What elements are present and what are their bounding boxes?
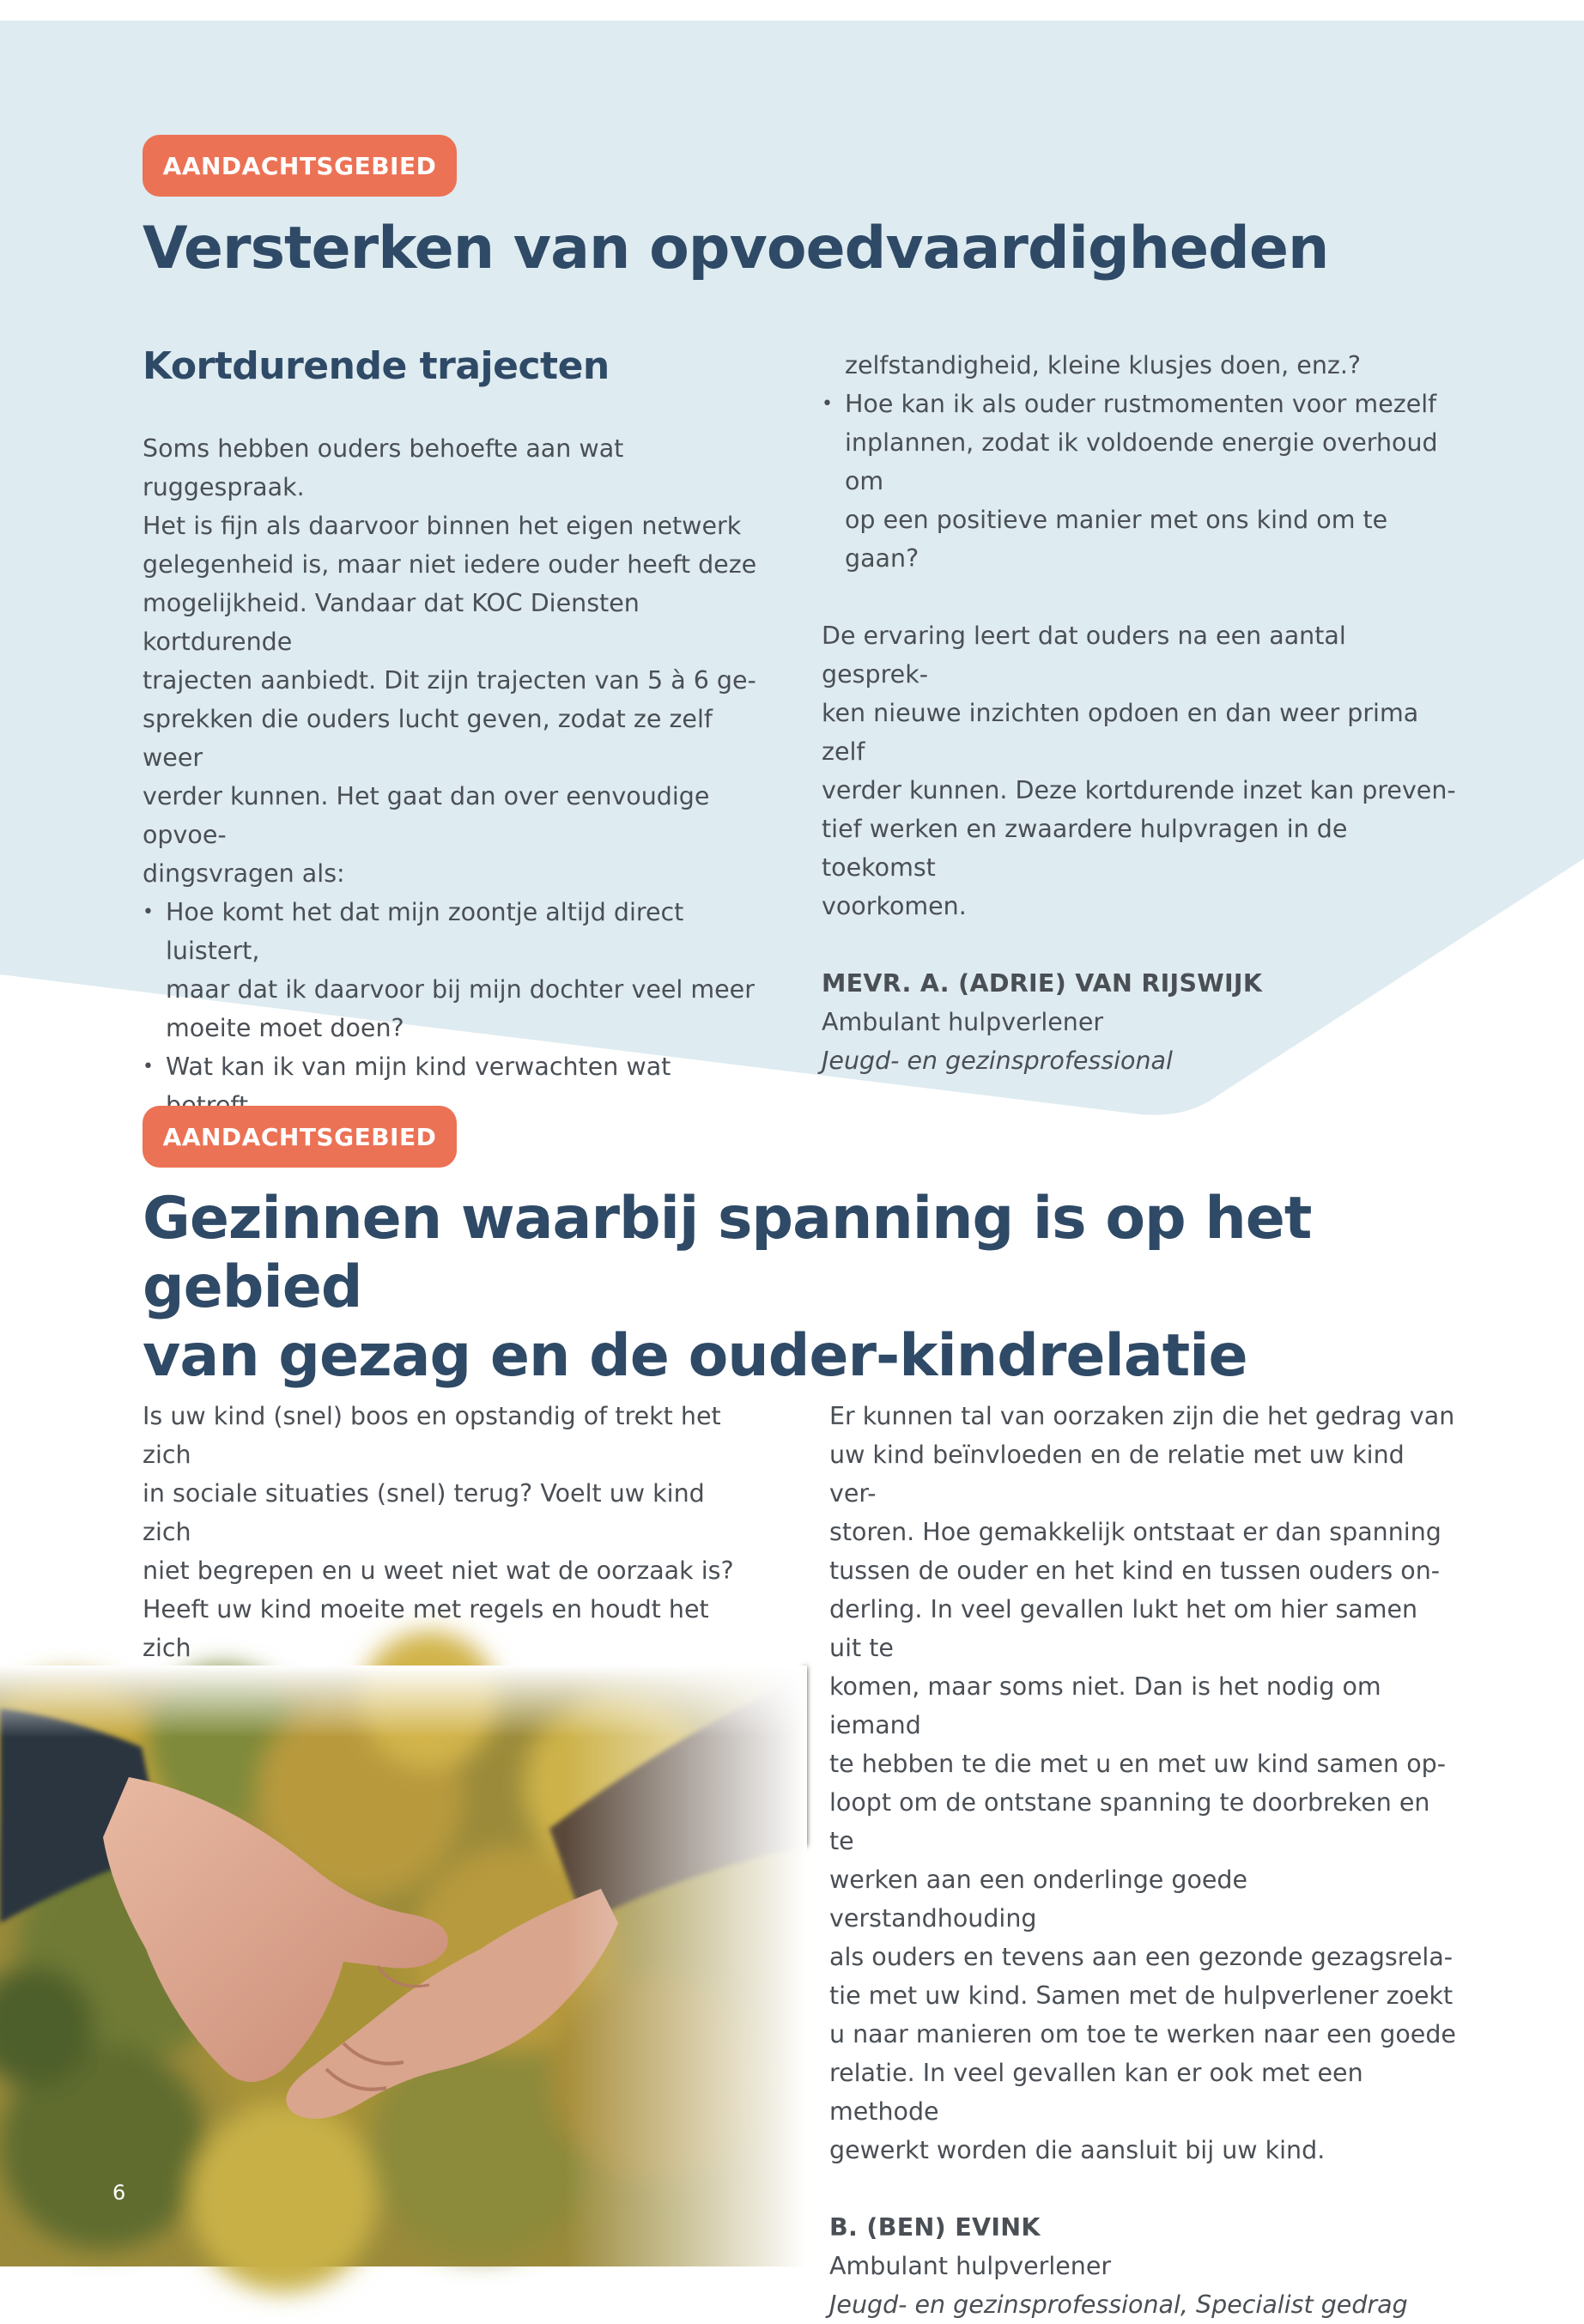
body-line: loopt om de ontstane spanning te doorbreken en te	[829, 1788, 1430, 1855]
page-number: 6	[112, 2181, 126, 2205]
section1-left-column	[143, 429, 761, 1125]
body-line: ken nieuwe inzichten opdoen en dan weer prima zelf	[822, 699, 1419, 766]
body-line: Heeft uw kind moeite met regels en houdt het zich	[143, 1595, 709, 1662]
author-title: Ambulant hulpverlener	[822, 1008, 1104, 1036]
body-line: sprekken die ouders lucht geven, zodat ze zelf weer	[143, 705, 713, 772]
body-line: gewerkt worden die aansluit bij uw kind.	[829, 2136, 1326, 2164]
title-line: van gezag en de ouder-kindrelatie	[143, 1322, 1247, 1390]
section-badge: AANDACHTSGEBIED	[143, 135, 457, 197]
section-title	[143, 1185, 1516, 1391]
body-line: uw kind beïnvloeden en de relatie met uw kind ver-	[829, 1441, 1405, 1508]
bullet-line: moeite moet doen?	[166, 1014, 404, 1042]
body-line: gelegenheid is, maar niet iedere ouder heeft deze	[143, 550, 757, 579]
body-line: Is uw kind (snel) boos en opstandig of trekt het zich	[143, 1402, 721, 1469]
title-line: Gezinnen waarbij spanning is op het gebied	[143, 1185, 1312, 1321]
bullet-line: • Hoe kan ik als ouder rustmomenten voor mezelf	[845, 390, 1437, 418]
bullet-line: • Wat kan ik van mijn kind verwachten wat	[166, 1053, 671, 1081]
bullet-line: • Hoe komt het dat mijn zoontje altijd direct luistert,	[166, 898, 684, 965]
body-line: trajecten aanbiedt. Dit zijn trajecten van 5 à 6 ge-	[143, 666, 756, 695]
section-title: Versterken van opvoedvaardigheden	[143, 215, 1329, 282]
body-line: relatie. In veel gevallen kan er ook met een methode	[829, 2059, 1363, 2126]
body-line: Soms hebben ouders behoefte aan wat ruggespraak.	[143, 434, 624, 501]
body-line: te hebben te die met u en met uw kind samen op-	[829, 1750, 1447, 1778]
author-role: Jeugd- en gezinsprofessional, Specialist gedrag	[829, 2291, 1408, 2319]
bullet-line: maar dat ik daarvoor bij mijn dochter veel meer	[166, 975, 755, 1004]
section2-right-column	[829, 1397, 1456, 2324]
author-title: Ambulant hulpverlener	[829, 2252, 1112, 2280]
body-line: derling. In veel gevallen lukt het om hier samen uit te	[829, 1595, 1418, 1662]
body-line: Het is fijn als daarvoor binnen het eigen netwerk	[143, 512, 742, 540]
body-line: komen, maar soms niet. Dan is het nodig om iemand	[829, 1672, 1381, 1739]
body-line: in sociale situaties (snel) terug? Voelt uw kind zich	[143, 1479, 705, 1546]
section1-right-column	[822, 346, 1457, 1080]
bullet-item	[143, 893, 761, 1047]
section-badge: AANDACHTSGEBIED	[143, 1106, 457, 1168]
section-subtitle: Kortdurende trajecten	[143, 344, 610, 388]
body-line: niet begrepen en u weet niet wat de oorzaak is?	[143, 1556, 734, 1585]
body-line: mogelijkheid. Vandaar dat KOC Diensten kortdurende	[143, 589, 640, 656]
body-line: verder kunnen. Deze kortdurende inzet kan preven-	[822, 776, 1456, 804]
body-line: De ervaring leert dat ouders na een aantal gesprek-	[822, 622, 1346, 689]
body-line: dingsvragen als:	[143, 859, 345, 888]
body-line: tie met uw kind. Samen met de hulpverlener zoekt	[829, 1981, 1454, 2010]
body-line: storen. Hoe gemakkelijk ontstaat er dan spanning	[829, 1518, 1441, 1546]
bullet-line: zelfstandigheid, kleine klusjes doen, enz.?	[845, 351, 1362, 379]
holding-hands-photo	[0, 1666, 807, 2266]
body-line: tussen de ouder en het kind en tussen ouders on-	[829, 1556, 1441, 1585]
body-line: verder kunnen. Het gaat dan over eenvoudige opvoe-	[143, 782, 710, 849]
body-line: voorkomen.	[822, 892, 967, 920]
bullet-line: inplannen, zodat ik voldoende energie overhoud om	[845, 428, 1438, 495]
body-line: werken aan een onderlinge goede verstandhouding	[829, 1866, 1248, 1933]
author-name: MEVR. A. (ADRIE) VAN RIJSWIJK	[822, 969, 1263, 998]
bullet-line: op een positieve manier met ons kind om te gaan?	[845, 506, 1388, 573]
body-line: tief werken en zwaardere hulpvragen in de toekomst	[822, 815, 1348, 882]
author-name: B. (BEN) EVINK	[829, 2213, 1041, 2242]
body-line: Er kunnen tal van oorzaken zijn die het gedrag van	[829, 1402, 1455, 1430]
body-line: u naar manieren om toe te werken naar een goede	[829, 2020, 1456, 2048]
body-line: als ouders en tevens aan een gezonde gezagsrela-	[829, 1943, 1454, 1971]
bullet-item	[822, 385, 1457, 578]
author-role: Jeugd- en gezinsprofessional	[822, 1047, 1173, 1075]
